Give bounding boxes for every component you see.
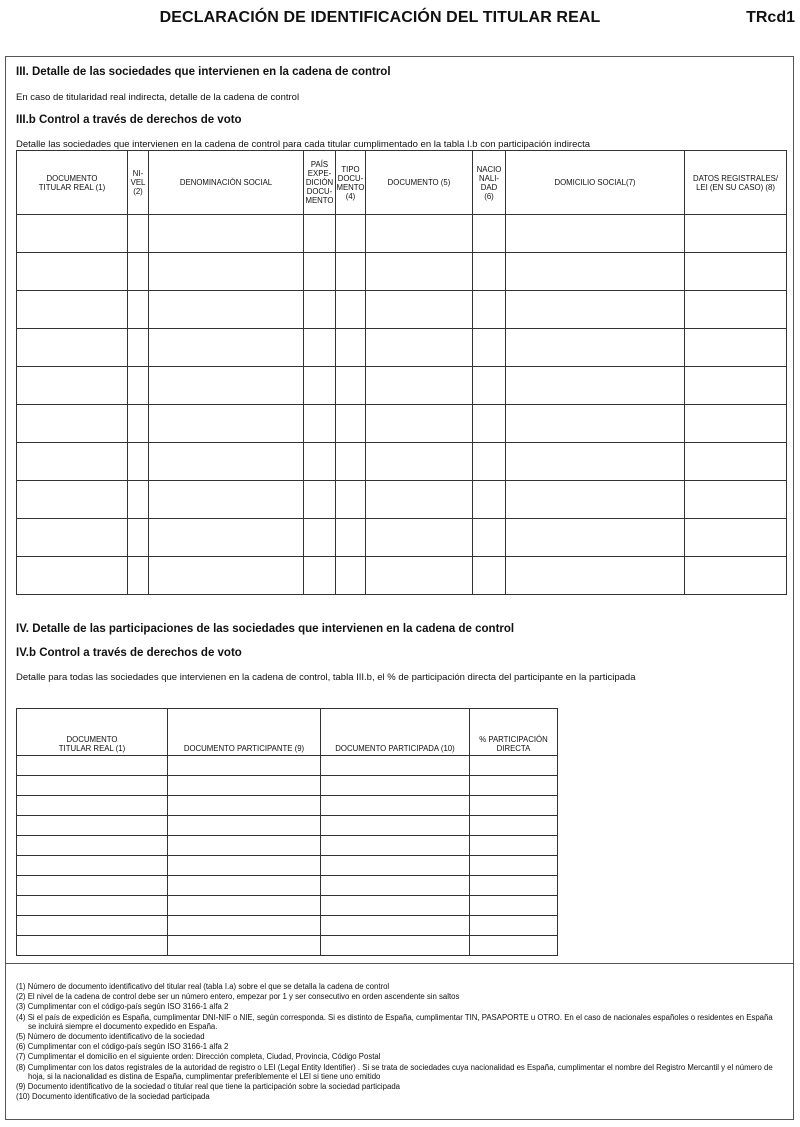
table-row [17, 836, 558, 856]
notes-divider [5, 963, 794, 964]
chain-input-cell[interactable] [685, 291, 787, 329]
participation-input-cell[interactable] [17, 796, 168, 816]
chain-input-cell[interactable] [366, 557, 473, 595]
chain-input-cell[interactable] [128, 367, 149, 405]
chain-input-cell[interactable] [366, 253, 473, 291]
chain-input-cell[interactable] [506, 291, 685, 329]
footnote: (4) Si el país de expedición es España, cumplimentar DNI-NIF o NIE, según corresponda. Si es distinto de España, cumplimentar TIN, PASAPORTE u OTRO. En el caso de nacionales españoles o residentes en España se incluirá siempre el documento expedido en España. [16, 1012, 773, 1031]
table-row [17, 876, 558, 896]
chain-input-cell[interactable] [149, 519, 304, 557]
participation-input-cell[interactable] [17, 756, 168, 776]
footnote: (6) Cumplimentar con el código-país según ISO 3166-1 alfa 2 [16, 1042, 229, 1052]
chain-input-cell[interactable] [366, 443, 473, 481]
chain-input-cell[interactable] [685, 329, 787, 367]
chain-header-5: DOCUMENTO (5) [366, 151, 473, 215]
chain-input-cell[interactable] [149, 443, 304, 481]
chain-input-cell[interactable] [473, 291, 506, 329]
chain-input-cell[interactable] [685, 557, 787, 595]
participation-input-cell[interactable] [321, 916, 470, 936]
table-row [17, 367, 787, 405]
chain-input-cell[interactable] [366, 481, 473, 519]
chain-input-cell[interactable] [128, 329, 149, 367]
chain-input-cell[interactable] [304, 215, 336, 253]
table-row [17, 816, 558, 836]
chain-input-cell[interactable] [149, 367, 304, 405]
footnote: (9) Documento identificativo de la sociedad o titular real que tiene la participación sobre la sociedad participada [16, 1082, 401, 1092]
participation-input-cell[interactable] [17, 856, 168, 876]
chain-input-cell[interactable] [685, 443, 787, 481]
chain-input-cell[interactable] [17, 253, 128, 291]
footnote: (10) Documento identificativo de la sociedad participada [16, 1092, 210, 1102]
participation-input-cell[interactable] [168, 936, 321, 956]
chain-input-cell[interactable] [506, 443, 685, 481]
chain-input-cell[interactable] [506, 253, 685, 291]
table-row [17, 329, 787, 367]
chain-input-cell[interactable] [304, 329, 336, 367]
table-row [17, 291, 787, 329]
chain-input-cell[interactable] [336, 291, 366, 329]
footnotes [16, 982, 776, 1102]
section-3-heading: III. Detalle de las sociedades que intervienen en la cadena de control [16, 66, 391, 78]
chain-input-cell[interactable] [473, 519, 506, 557]
participation-input-cell[interactable] [17, 876, 168, 896]
participation-input-cell[interactable] [321, 936, 470, 956]
participation-input-cell[interactable] [470, 756, 558, 776]
table-row [17, 796, 558, 816]
chain-input-cell[interactable] [149, 215, 304, 253]
chain-input-cell[interactable] [473, 443, 506, 481]
participation-input-cell[interactable] [17, 816, 168, 836]
footnote: (2) El nivel de la cadena de control debe ser un número entero, empezar por 1 y ser consecutivo en orden ascendente sin saltos [16, 992, 460, 1002]
chain-input-cell[interactable] [17, 329, 128, 367]
chain-input-cell[interactable] [17, 481, 128, 519]
chain-input-cell[interactable] [336, 557, 366, 595]
chain-input-cell[interactable] [366, 519, 473, 557]
participation-input-cell[interactable] [470, 856, 558, 876]
chain-input-cell[interactable] [336, 367, 366, 405]
footnote: (8) Cumplimentar con los datos registrales de la autoridad de registro o LEI (Legal Entity Identifier) . Si se trata de sociedades cuya nacionalidad es España, cumplimentar el nombre del Registro Mercantil y el número de hoja, si la nacionalidad es distina de España, cumplimentar preferiblemente el LEI si tiene uno emitido [16, 1062, 773, 1081]
chain-input-cell[interactable] [128, 443, 149, 481]
chain-input-cell[interactable] [506, 329, 685, 367]
chain-input-cell[interactable] [304, 443, 336, 481]
chain-header-0: DOCUMENTO TITULAR REAL (1) [17, 151, 128, 215]
chain-input-cell[interactable] [506, 519, 685, 557]
chain-input-cell[interactable] [304, 481, 336, 519]
chain-input-cell[interactable] [336, 329, 366, 367]
chain-input-cell[interactable] [128, 291, 149, 329]
participation-input-cell[interactable] [470, 836, 558, 856]
chain-input-cell[interactable] [304, 557, 336, 595]
chain-input-cell[interactable] [149, 329, 304, 367]
chain-input-cell[interactable] [506, 215, 685, 253]
participation-input-cell[interactable] [470, 776, 558, 796]
chain-input-cell[interactable] [17, 557, 128, 595]
chain-input-cell[interactable] [473, 405, 506, 443]
chain-input-cell[interactable] [506, 557, 685, 595]
chain-header-6: NACIO NALI- DAD (6) [473, 151, 506, 215]
chain-input-cell[interactable] [336, 519, 366, 557]
footnote: (3) Cumplimentar con el código-país según ISO 3166-1 alfa 2 [16, 1002, 229, 1012]
chain-input-cell[interactable] [128, 405, 149, 443]
chain-input-cell[interactable] [304, 291, 336, 329]
chain-input-cell[interactable] [366, 367, 473, 405]
participation-input-cell[interactable] [321, 776, 470, 796]
participation-input-cell[interactable] [321, 856, 470, 876]
chain-input-cell[interactable] [685, 519, 787, 557]
participation-input-cell[interactable] [168, 776, 321, 796]
chain-input-cell[interactable] [149, 481, 304, 519]
table-row [17, 776, 558, 796]
chain-input-cell[interactable] [366, 215, 473, 253]
participation-input-cell[interactable] [17, 936, 168, 956]
participation-input-cell[interactable] [17, 776, 168, 796]
participation-input-cell[interactable] [470, 796, 558, 816]
chain-input-cell[interactable] [304, 367, 336, 405]
section-3b-heading: III.b Control a través de derechos de voto [16, 114, 242, 126]
chain-input-cell[interactable] [336, 481, 366, 519]
chain-input-cell[interactable] [336, 443, 366, 481]
table-row [17, 936, 558, 956]
participation-header-0: DOCUMENTO TITULAR REAL (1) [17, 709, 168, 756]
chain-input-cell[interactable] [336, 253, 366, 291]
participation-input-cell[interactable] [168, 756, 321, 776]
participation-input-cell[interactable] [168, 856, 321, 876]
participation-input-cell[interactable] [17, 916, 168, 936]
chain-input-cell[interactable] [473, 253, 506, 291]
chain-input-cell[interactable] [17, 443, 128, 481]
chain-header-1: NI- VEL (2) [128, 151, 149, 215]
participation-input-cell[interactable] [168, 836, 321, 856]
section-4b-description: Detalle para todas las sociedades que intervienen en la cadena de control, tabla III.b, el % de participación directa del participante en la participada [16, 672, 636, 683]
form-title: DECLARACIÓN DE IDENTIFICACIÓN DEL TITULAR REAL [159, 9, 601, 26]
participation-header-3: % PARTICIPACIÓN DIRECTA [470, 709, 558, 756]
chain-input-cell[interactable] [473, 215, 506, 253]
chain-input-cell[interactable] [685, 215, 787, 253]
chain-input-cell[interactable] [473, 557, 506, 595]
chain-input-cell[interactable] [506, 481, 685, 519]
chain-header-4: TIPO DOCU- MENTO (4) [336, 151, 366, 215]
participation-input-cell[interactable] [168, 896, 321, 916]
section-3b-description: Detalle las sociedades que intervienen en la cadena de control para cada titular cumplimentado en la tabla I.b con participación indirecta [16, 139, 591, 150]
participation-input-cell[interactable] [470, 816, 558, 836]
participations-table [16, 708, 558, 956]
participation-input-cell[interactable] [470, 916, 558, 936]
participation-input-cell[interactable] [470, 896, 558, 916]
chain-input-cell[interactable] [473, 329, 506, 367]
participation-input-cell[interactable] [168, 796, 321, 816]
chain-input-cell[interactable] [149, 405, 304, 443]
chain-header-8: DATOS REGISTRALES/ LEI (EN SU CASO) (8) [685, 151, 787, 215]
table-row [17, 756, 558, 776]
participation-input-cell[interactable] [168, 916, 321, 936]
table-row [17, 405, 787, 443]
section-4-heading: IV. Detalle de las participaciones de las sociedades que intervienen en la cadena de control [16, 623, 515, 635]
footnote: (1) Número de documento identificativo del titular real (tabla I.a) sobre el que se detalla la cadena de control [16, 982, 390, 991]
chain-header-2: DENOMINACIÓN SOCIAL [149, 151, 304, 215]
chain-input-cell[interactable] [128, 519, 149, 557]
participation-input-cell[interactable] [470, 936, 558, 956]
form-code: TRcd1 [746, 9, 795, 26]
footnote: (5) Número de documento identificativo de la sociedad [16, 1032, 205, 1042]
chain-input-cell[interactable] [366, 329, 473, 367]
participation-header-2: DOCUMENTO PARTICIPADA (10) [321, 709, 470, 756]
chain-header-7: DOMICILIO SOCIAL(7) [506, 151, 685, 215]
chain-input-cell[interactable] [149, 253, 304, 291]
table-row [17, 896, 558, 916]
chain-input-cell[interactable] [17, 519, 128, 557]
chain-input-cell[interactable] [506, 367, 685, 405]
table-row [17, 557, 787, 595]
chain-input-cell[interactable] [473, 367, 506, 405]
participation-header-1: DOCUMENTO PARTICIPANTE (9) [168, 709, 321, 756]
chain-input-cell[interactable] [366, 291, 473, 329]
chain-input-cell[interactable] [149, 557, 304, 595]
participation-input-cell[interactable] [470, 876, 558, 896]
chain-input-cell[interactable] [304, 253, 336, 291]
chain-input-cell[interactable] [128, 557, 149, 595]
table-row [17, 443, 787, 481]
participation-input-cell[interactable] [321, 876, 470, 896]
chain-input-cell[interactable] [685, 253, 787, 291]
chain-input-cell[interactable] [336, 215, 366, 253]
control-chain-table [16, 150, 787, 595]
chain-input-cell[interactable] [304, 405, 336, 443]
chain-input-cell[interactable] [366, 405, 473, 443]
section-3-intro: En caso de titularidad real indirecta, detalle de la cadena de control [16, 92, 300, 103]
participation-input-cell[interactable] [321, 816, 470, 836]
chain-input-cell[interactable] [128, 253, 149, 291]
chain-input-cell[interactable] [149, 291, 304, 329]
chain-input-cell[interactable] [128, 481, 149, 519]
section-4b-heading: IV.b Control a través de derechos de voto [16, 647, 242, 659]
chain-input-cell[interactable] [17, 405, 128, 443]
table-row [17, 519, 787, 557]
participation-input-cell[interactable] [321, 756, 470, 776]
chain-header-3: PAÍS EXPE- DICIÓN DOCU- MENTO [304, 151, 336, 215]
chain-input-cell[interactable] [685, 367, 787, 405]
participation-input-cell[interactable] [17, 896, 168, 916]
chain-input-cell[interactable] [304, 519, 336, 557]
participation-input-cell[interactable] [321, 836, 470, 856]
chain-input-cell[interactable] [336, 405, 366, 443]
participation-input-cell[interactable] [17, 836, 168, 856]
participation-input-cell[interactable] [168, 876, 321, 896]
table-row [17, 916, 558, 936]
table-row [17, 856, 558, 876]
participation-input-cell[interactable] [321, 796, 470, 816]
chain-input-cell[interactable] [506, 405, 685, 443]
chain-input-cell[interactable] [473, 481, 506, 519]
participation-input-cell[interactable] [321, 896, 470, 916]
chain-input-cell[interactable] [685, 481, 787, 519]
footnote: (7) Cumplimentar el domicilio en el siguiente orden: Dirección completa, Ciudad, Provincia, Código Postal [16, 1052, 381, 1062]
table-row [17, 215, 787, 253]
participation-input-cell[interactable] [168, 816, 321, 836]
chain-input-cell[interactable] [17, 291, 128, 329]
chain-input-cell[interactable] [17, 367, 128, 405]
chain-input-cell[interactable] [685, 405, 787, 443]
table-row [17, 481, 787, 519]
chain-input-cell[interactable] [128, 215, 149, 253]
chain-input-cell[interactable] [17, 215, 128, 253]
table-row [17, 253, 787, 291]
